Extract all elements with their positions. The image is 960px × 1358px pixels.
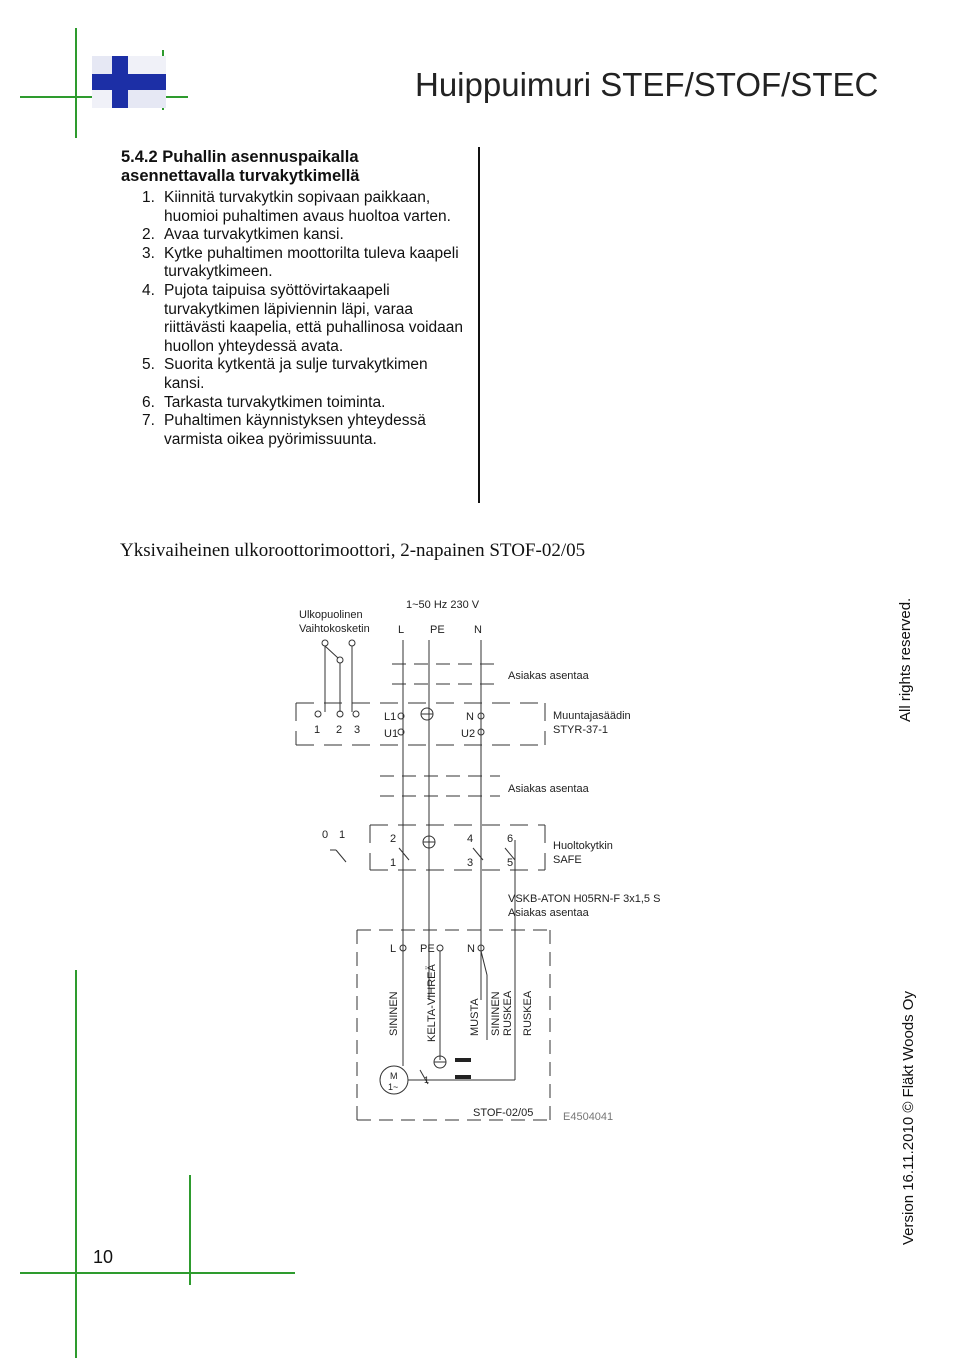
drawing-code: E4504041 <box>563 1111 614 1123</box>
model-label: STOF-02/05 <box>473 1107 534 1119</box>
step-number: 7. <box>142 412 155 430</box>
section-title: 5.4.2 Puhallin asennuspaikalla asennettavalla turvakytkimellä <box>121 148 360 185</box>
customer-install-label-1: Asiakas asentaa <box>508 670 589 682</box>
service-switch-1: Huoltokytkin <box>553 840 613 852</box>
switch-top-4: 4 <box>467 833 474 845</box>
motor-label-m: M <box>390 1071 398 1081</box>
controller-u2: U2 <box>461 728 476 740</box>
controller-terminal-2: 2 <box>336 724 343 736</box>
customer-install-label-3: Asiakas asentaa <box>508 907 589 919</box>
controller-u1: U1 <box>384 728 399 740</box>
ext-switch-label-1: Ulkopuolinen <box>299 609 363 621</box>
page-number: 10 <box>93 1247 114 1267</box>
terminal-pe: PE <box>430 624 445 636</box>
controller-name-2: STYR-37-1 <box>553 724 609 736</box>
switch-top-0: 0 <box>322 829 329 841</box>
step-number: 6. <box>142 393 155 411</box>
wire-color-1: SININEN <box>388 991 400 1036</box>
wire-color-6: RUSKEA <box>522 990 534 1036</box>
switch-bottom-5: 5 <box>507 857 514 869</box>
step-text: Kytke puhaltimen moottorilta tuleva kaapeli turvakytkimeen. <box>164 244 459 281</box>
switch-bottom-3: 3 <box>467 857 474 869</box>
wire-color-5: RUSKEA <box>502 990 514 1036</box>
version-notice: Version 16.11.2010 © Fläkt Woods Oy <box>900 991 917 1245</box>
motor-label-phase: 1~ <box>388 1082 399 1092</box>
rights-notice: All rights reserved. <box>897 597 914 722</box>
terminal-l: L <box>398 624 405 636</box>
step-text: Tarkasta turvakytkimen toiminta. <box>164 393 386 411</box>
step-number: 3. <box>142 244 155 262</box>
cable-label: VSKB-ATON H05RN-F 3x1,5 S <box>508 893 661 905</box>
step-text: Avaa turvakytkimen kansi. <box>164 226 344 244</box>
controller-n: N <box>466 711 474 723</box>
wire-color-2: KELTA-VIHREÄ <box>426 964 438 1042</box>
switch-top-1: 1 <box>339 829 346 841</box>
step-text: Kiinnitä turvakytkin sopivaan paikkaan, huomioi puhaltimen avaus huoltoa varten. <box>164 189 451 225</box>
controller-name-1: Muuntajasäädin <box>553 710 631 722</box>
step-text: Pujota taipuisa syöttövirtakaapeli turvakytkimen läpiviennin läpi, varaa riittävästi kaapelia, että puhallinosa voidaan huollon yhteydessä avata. <box>164 281 463 355</box>
step-number: 4. <box>142 281 155 299</box>
step-text: Puhaltimen käynnistyksen yhteydessä varmista oikea pyörimissuunta. <box>164 412 426 448</box>
motor-terminal-n: N <box>467 943 475 955</box>
supply-label: 1~50 Hz 230 V <box>406 599 480 611</box>
thermal-contact-label: 1 <box>424 1075 430 1085</box>
controller-l1: L1 <box>384 711 397 723</box>
document-title: Huippuimuri STEF/STOF/STEC <box>415 66 879 103</box>
controller-terminal-3: 3 <box>354 724 361 736</box>
switch-bottom-1: 1 <box>390 857 397 869</box>
step-number: 5. <box>142 356 155 374</box>
customer-install-label-2: Asiakas asentaa <box>508 783 589 795</box>
wire-color-4: SININEN <box>490 991 502 1036</box>
motor-terminal-l: L <box>390 943 397 955</box>
controller-terminal-1: 1 <box>314 724 321 736</box>
step-text: Suorita kytkentä ja sulje turvakytkimen kansi. <box>164 356 428 392</box>
motor-terminal-pe: PE <box>420 943 435 955</box>
step-number: 2. <box>142 226 155 244</box>
step-number: 1. <box>142 189 155 206</box>
switch-top-2: 2 <box>390 833 397 845</box>
terminal-n: N <box>474 624 482 636</box>
service-switch-2: SAFE <box>553 854 582 866</box>
diagram-caption: Yksivaiheinen ulkoroottorimoottori, 2-napainen STOF-02/05 <box>120 540 586 561</box>
ext-switch-label-2: Vaihtokosketin <box>299 623 370 635</box>
switch-top-6: 6 <box>507 833 514 845</box>
wire-color-3: MUSTA <box>469 998 481 1036</box>
